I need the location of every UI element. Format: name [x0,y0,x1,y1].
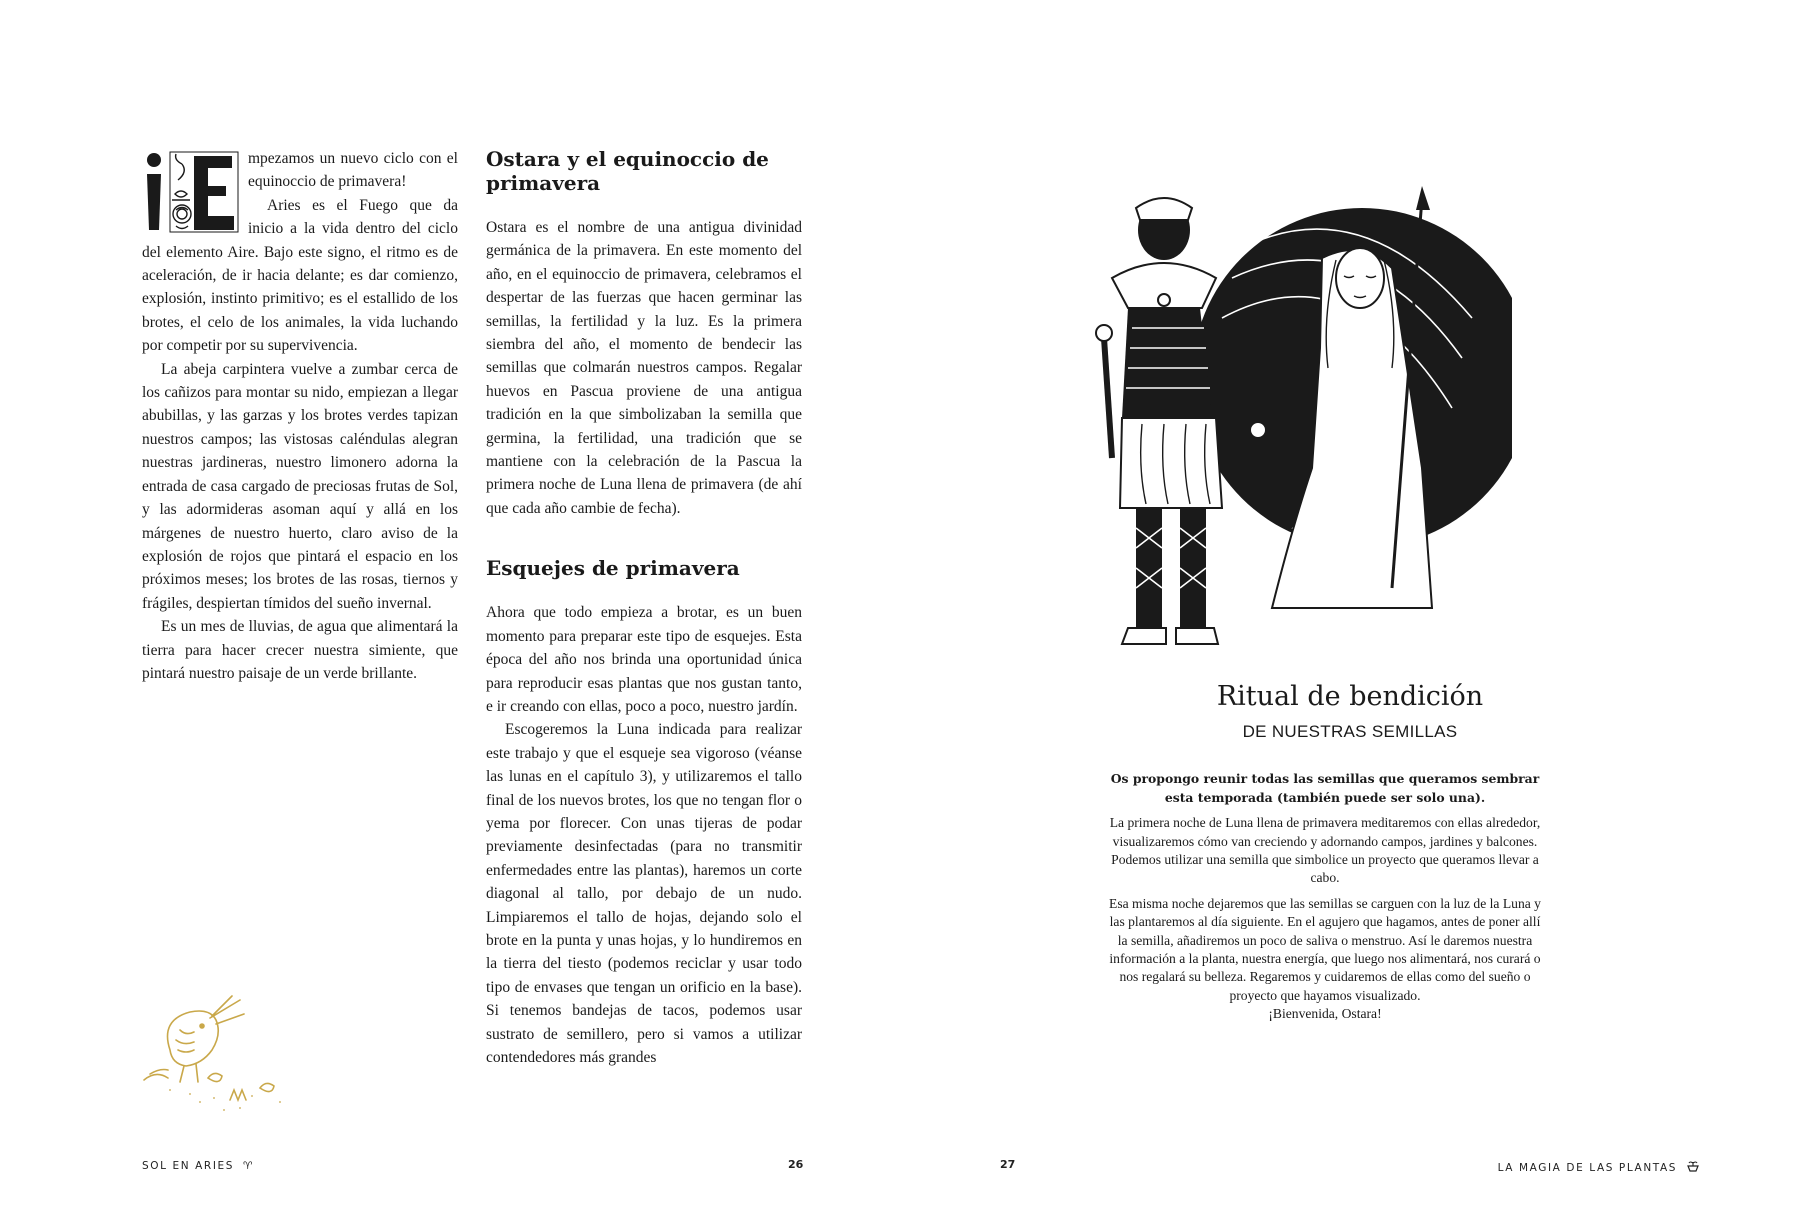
ritual-closing: ¡Bienvenida, Ostara! [1268,1006,1382,1022]
body-paragraph: Ahora que todo empieza a brotar, es un buen momento para preparar este tipo de esquejes. Esta época del año nos brinda una oportunidad única para reproducir esas plantas que nos gustan tanto, e ir creando con ellas, poco a poco, nuestro jardín. [486,604,802,715]
footer-left [142,1160,254,1172]
intro-paragraph: mpezamos un nuevo ciclo con el equinoccio de primavera! [248,150,458,191]
ritual-paragraph: Esa misma noche dejaremos que las semillas se carguen con la luz de la Luna y las plantaremos al día siguiente. En el agujero que hagamos, antes de poner allí la semilla, añadiremos un poco de saliva o menstruo. Así le daremos nuestra información a la planta, nuestra energía, que luego nos alimentará, nos curará o nos regalará su belleza. Regaremos y cuidaremos de ellas como del sueño o proyecto que hayamos visualizado. [1109,895,1541,1003]
ritual-subtitle: DE NUESTRAS SEMILLAS [1242,722,1458,741]
right-column [486,147,802,1069]
ritual-title: Ritual de bendición [1216,681,1484,712]
body-paragraph: La abeja carpintera vuelve a zumbar cerca de los cañizos para montar su nido, empiezan a llegar abubillas, y las garzas y los brotes verdes tapizan nuestros campos; las vistosas caléndulas alegran nuestras jardineras, nuestro limonero adorna la entrada de casa cargado de preciosas frutas de Sol, y las adormideras asoman aquí y allá en los márgenes de nuestro huerto, claro aviso de la explosión de rojos que pintará el espacio en los próximos meses; los brotes de las rosas, tiernos y frágiles, despiertan tímidos del sueño invernal. [142,360,458,612]
section-heading-esquejes: Esquejes de primavera [486,556,740,581]
section-heading-ostara: Ostara y el equinoccio de primavera [486,147,769,195]
ritual-lead: Os propongo reunir todas las semillas que queramos sembrar esta temporada (también puede ser solo una). [1110,771,1540,805]
ritual-paragraph: La primera noche de Luna llena de primavera meditaremos con ellas alrededor, visualizaremos cómo van creciendo y adornando campos, jardines y balcones. Podemos utilizar una semilla que simbolice un proyecto que queramos llevar a cabo. [1109,815,1541,886]
ostara-couple-illustration [1092,168,1512,668]
page-number-left: 26 [788,1158,804,1171]
body-paragraph: Escogeremos la Luna indicada para realizar este trabajo y que el esqueje sea vigoroso (véanse las lunas en el capítulo 3), y utilizaremos el tallo final de los nuevos brotes, los que no tengan flor o yema por florecer. Con unas tijeras de podar previamente desinfectadas (para no transmitir enfermedades entre las plantas), haremos un corte diagonal al tallo, por debajo de un nudo. Limpiaremos el tallo de hojas, dejando solo el brote en la punta y unas hojas, y lo hundiremos en la tierra del tiesto (podemos reciclar y usar todo tipo de envases que tengan un orificio en la base). Si tenemos bandejas de tacos, podemos usar sustrato de semillero, pero si vamos a utilizar contendedores más grandes [486,721,802,1066]
plant-pot-icon [1686,1160,1700,1172]
body-paragraph: Ostara es el nombre de una antigua divinidad germánica de la primavera. En este momento del año, en el equinoccio de primavera, celebramos el despertar de las fuerzas que hacen germinar las semillas, la fertilidad y la luz. Es la primera siembra del año, el momento de bendecir las semillas que colmarán nuestros campos. Regalar huevos en Pascua proviene de una antigua tradición en la que simbolizaban la semilla que germina, la fertilidad, una tradición que se mantiene con la celebración de la Pascua la primera noche de Luna llena de primavera (de ahí que cada año cambie de fecha). [486,219,802,517]
aries-icon: ♈ [242,1160,254,1172]
dropcap-ornament [142,150,242,236]
ritual-body [1107,770,1543,1031]
bird-illustration [140,990,300,1120]
body-paragraph: Aries es el Fuego que da inicio a la vida dentro del ciclo del elemento Aire. Bajo este signo, el ritmo es de aceleración, de ir hacia delante; es dar comienzo, explosión, instinto primitivo; es el estallido de los brotes, el celo de los animales, la vida luchando por competir por su supervivencia. [142,196,458,355]
left-column [142,147,458,685]
body-paragraph: Es un mes de lluvias, de agua que alimentará la tierra para hacer crecer nuestra simiente, que pintará nuestro paisaje de un verde brillante. [142,618,458,682]
footer-label: SOL EN ARIES [142,1160,235,1172]
footer-label: LA MAGIA DE LAS PLANTAS [1497,1162,1678,1174]
right-page [900,0,1800,1231]
footer-right [1498,1160,1700,1174]
page-number-right: 27 [1000,1158,1016,1171]
